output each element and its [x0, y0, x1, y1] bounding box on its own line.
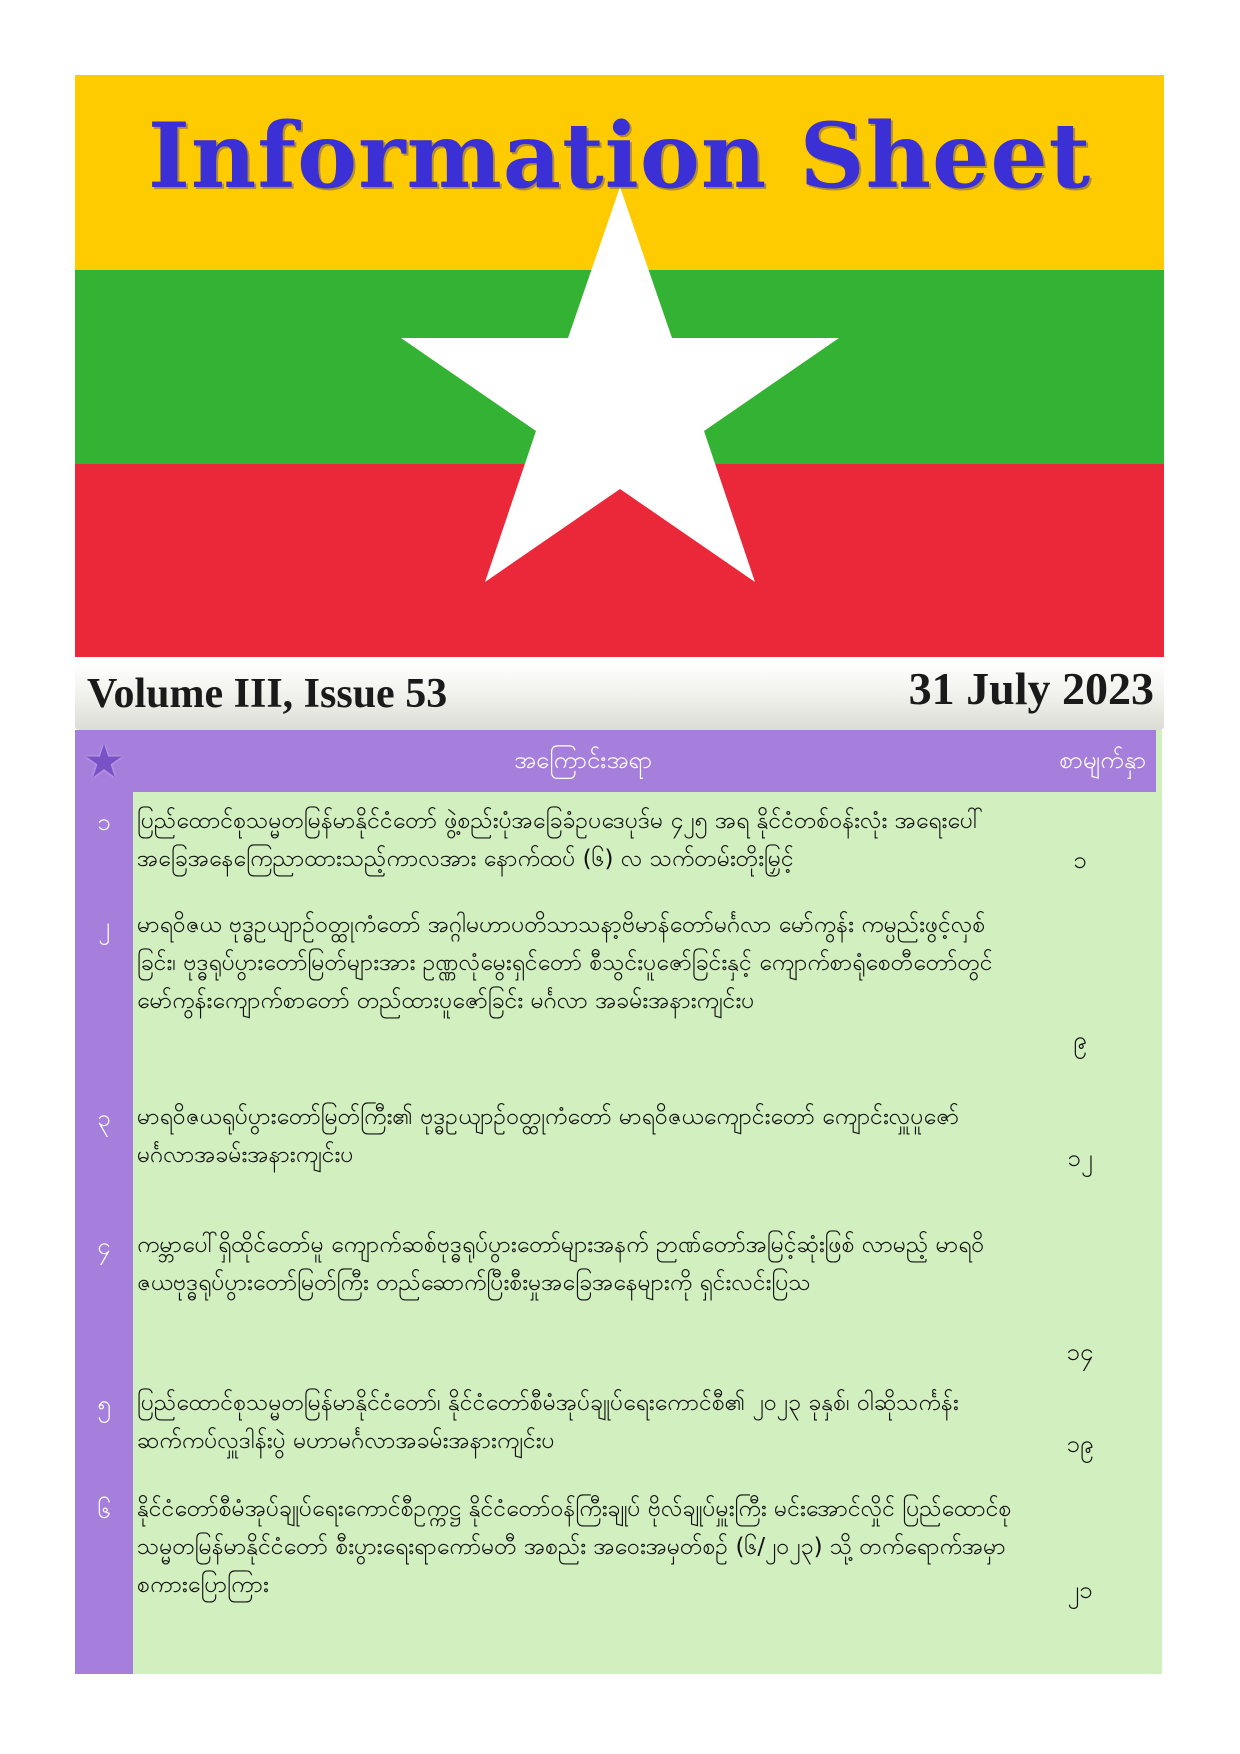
toc-header-star — [75, 730, 133, 792]
toc-header-title: အကြောင်းအရာ — [514, 746, 652, 774]
toc-entry-number: ၅ — [97, 1390, 111, 1418]
toc-entry-number: ၆ — [97, 1496, 111, 1524]
toc-header — [133, 730, 1156, 792]
star-icon: ★ — [83, 734, 125, 788]
toc-entry-page: ၁၂ — [1067, 1144, 1093, 1172]
toc-entry-title: မာရဝိဇယ ဗုဒ္ဓဥယျာဉ်ဝတ္ထုကံတော် အဂ္ဂါမဟာပတိသာသနာ့ဗိမာန်တော်မင်္ဂလာ မော်ကွန်း ကမ္ပည်းဖွင့်လှစ်ခြင်း၊ ဗုဒ္ဓရုပ်ပွားတော်မြတ်များအား ဥဏ္ဏလုံမွေးရှင်တော် စီသွင်းပူဇော်ခြင်းနှင့် ကျောက်စာရုံစေတီတော်တွင် မော်ကွန်းကျောက်စာတော် တည်ထားပူဇော်ခြင်း မင်္ဂလာ အခမ်းအနားကျင်းပ — [137, 912, 993, 1014]
volume-issue: Volume III, Issue 53 — [87, 671, 448, 717]
toc-entry-page: ၁၉ — [1066, 1430, 1094, 1458]
toc-number-column — [75, 730, 133, 1674]
toc-entry-page: ၉ — [1073, 1026, 1087, 1054]
toc-entry-number: ၂ — [98, 912, 110, 940]
toc-entry-page: ၁ — [1073, 846, 1087, 874]
toc-entry-title: မာရဝိဇယရုပ်ပွားတော်မြတ်ကြီး၏ ဗုဒ္ဓဥယျာဉ်ဝတ္ထုကံတော် မာရဝိဇယကျောင်းတော် ကျောင်းလှူပူဇော် မင်္ဂလာအခမ်းအနားကျင်းပ — [137, 1104, 960, 1168]
toc-entry-title: ပြည်ထောင်စုသမ္မတမြန်မာနိုင်ငံတော် ဖွဲ့စည်းပုံအခြေခံဥပဒေပုဒ်မ ၄၂၅ အရ နိုင်ငံတစ်ဝန်းလုံး အရေးပေါ်အခြေအနေကြေညာထားသည့်ကာလအား နောက်ထပ် (၆) လ သက်တမ်းတိုးမြှင့် — [137, 808, 984, 872]
cover-title: Information Sheet — [147, 103, 1092, 209]
toc-entry-number: ၄ — [97, 1232, 111, 1260]
flag-banner — [75, 75, 1164, 657]
issue-bar — [75, 662, 1164, 730]
issue-date: 31 July 2023 — [908, 663, 1154, 714]
toc-entry-title: နိုင်ငံတော်စီမံအုပ်ချုပ်ရေးကောင်စီဥက္ကဋ္ဌ နိုင်ငံတော်ဝန်ကြီးချုပ် ဗိုလ်ချုပ်မှူးကြီး မင်းအောင်လှိုင် ပြည်ထောင်စုသမ္မတမြန်မာနိုင်ငံတော် စီးပွားရေးရာကော်မတီ အစည်း အဝေးအမှတ်စဉ် (၆/၂၀၂၃) သို့ တက်ရောက်အမှာစကားပြောကြား — [137, 1496, 1012, 1598]
toc-entry-page: ၁၄ — [1066, 1338, 1094, 1366]
toc-entry-title: ပြည်ထောင်စုသမ္မတမြန်မာနိုင်ငံတော်၊ နိုင်ငံတော်စီမံအုပ်ချုပ်ရေးကောင်စီ၏ ၂၀၂၃ ခုနှစ်၊ ဝါဆိုသင်္ကန်း ဆက်ကပ်လှူဒါန်းပွဲ မဟာမင်္ဂလာအခမ်းအနားကျင်းပ — [137, 1390, 959, 1454]
toc-entry-page: ၂၁ — [1067, 1576, 1093, 1604]
toc-entry-title: ကမ္ဘာပေါ်ရှိထိုင်တော်မူ ကျောက်ဆစ်ဗုဒ္ဓရုပ်ပွားတော်များအနက် ဉာဏ်တော်အမြင့်ဆုံးဖြစ် လာမည့် မာရဝိဇယဗုဒ္ဓရုပ်ပွားတော်မြတ်ကြီး တည်ဆောက်ပြီးစီးမှုအခြေအနေများကို ရှင်းလင်းပြသ — [137, 1232, 985, 1296]
table-of-contents — [75, 730, 1162, 1674]
toc-entry-number: ၁ — [97, 808, 111, 836]
toc-header-page: စာမျက်နှာ — [1059, 746, 1146, 774]
toc-entry-number: ၃ — [97, 1104, 111, 1132]
